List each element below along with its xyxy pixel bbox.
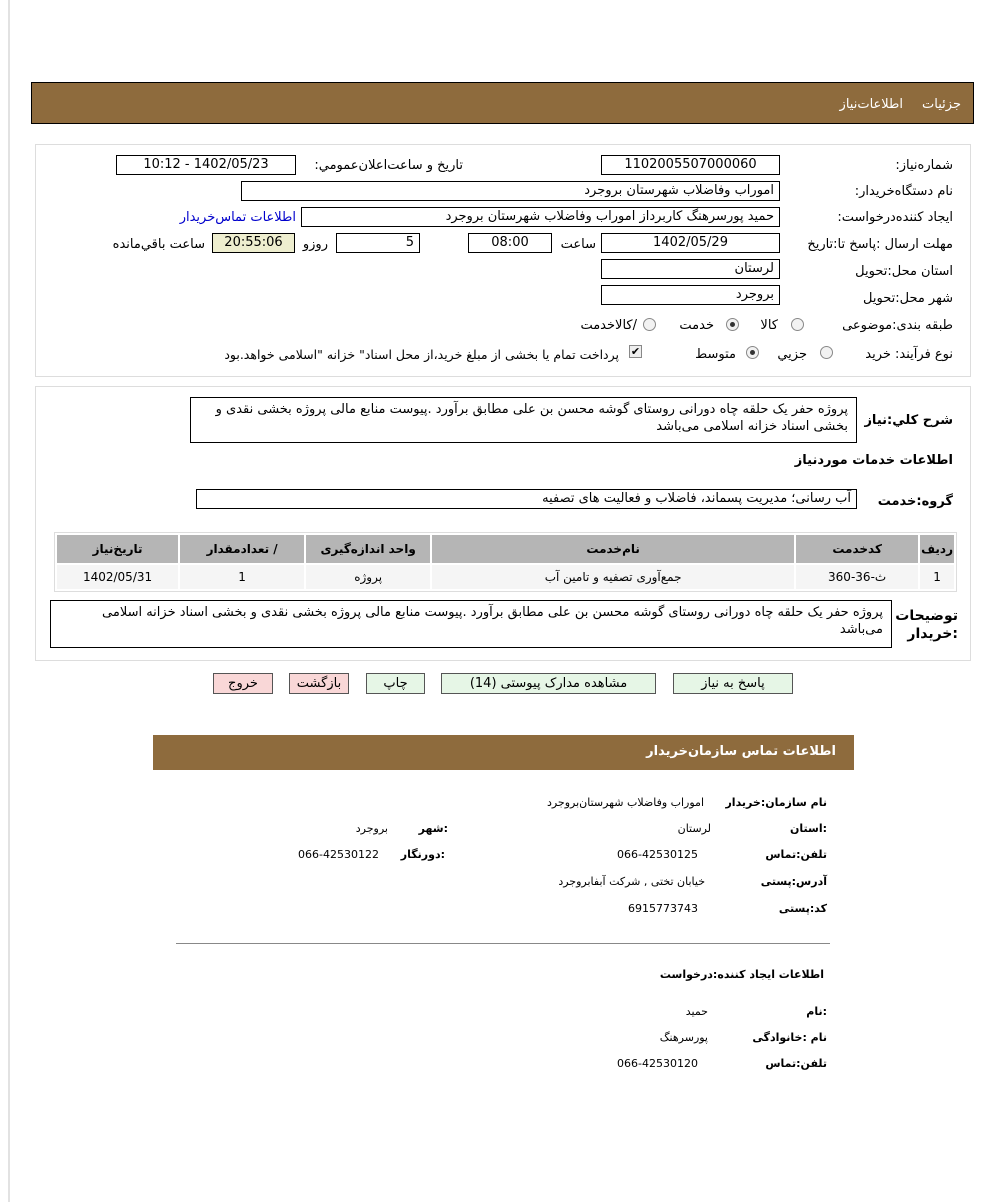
announce-date-label: تاریخ و ساعت‌اعلان‌عمومي: [314, 158, 463, 173]
category-service-radio[interactable] [726, 318, 739, 331]
org-name-label: نام سازمان:خريدار [725, 796, 827, 809]
deadline-time-field: 08:00 [468, 233, 552, 253]
cell-quantity: 1 [180, 565, 304, 589]
attachments-button[interactable]: مشاهده مدارک پيوستی (14) [441, 673, 656, 694]
cell-service-code: ث-36-360 [796, 565, 918, 589]
days-label: روزو [302, 237, 328, 252]
col-quantity: / تعدادمقدار [180, 535, 304, 563]
page-left-border [8, 0, 10, 1202]
buyer-org-field: اموراب وفاضلاب شهرستان بروجرد [241, 181, 780, 201]
buyer-contact-title: اطلاعات تماس سازمان‌خريدار [646, 744, 836, 759]
payment-note: پرداخت تمام يا بخشی از مبلغ خريد،از محل اسناد" خزانه "اسلامی خواهد.بود [224, 347, 619, 362]
general-description-box: پروژه حفر یک حلقه چاه دورانی روستای گوشه محسن بن علی مطابق برآورد .پیوست منابع مالی پروژه بخشی نقدی و بخشی اسناد خزانه اسلامی می‌باشد [190, 397, 857, 443]
back-button[interactable]: بازگشت [289, 673, 349, 694]
creator-field: حمید پورسرهنگ کاربرداز اموراب وفاضلاب شهرستان بروجرد [301, 207, 780, 227]
category-goods-radio[interactable] [791, 318, 804, 331]
col-row-number: رديف [920, 535, 954, 563]
general-description-label: شرح کلي:نياز [864, 413, 953, 428]
creator-family-label: نام :خانوادگی [752, 1031, 827, 1044]
print-button[interactable]: چاپ [366, 673, 425, 694]
contact-phone-label: تلفن:تماس [765, 848, 827, 861]
tab-details[interactable]: جزئیات [922, 97, 961, 112]
service-group-field: آب رسانی؛ مدیریت پسماند، فاضلاب و فعالیت های تصفیه [196, 489, 857, 509]
col-unit: واحد اندازه‌گيری [306, 535, 430, 563]
buyer-contact-link[interactable]: اطلاعات تماس‌خريدار [179, 210, 296, 225]
province-label: استان محل:تحويل [855, 264, 953, 279]
deadline-label: مهلت ارسال :پاسخ تا:تاريخ [807, 237, 953, 252]
creator-phone-label: تلفن:تماس [765, 1057, 827, 1070]
page-header [31, 82, 974, 124]
contact-city-label: :شهر [418, 822, 448, 835]
contact-fax-value: 066-42530122 [298, 848, 379, 861]
province-field: لرستان [601, 259, 780, 279]
process-partial-label: جزيي [777, 347, 807, 362]
payment-checkbox[interactable]: ✔ [630, 345, 641, 358]
contact-province-value: لرستان [677, 822, 711, 835]
buyer-notes-box: پروژه حفر یک حلقه چاه دورانی روستای گوشه محسن بن علی مطابق برآورد .پیوست منابع مالی پروژه بخشی نقدی و بخشی اسناد خزانه اسلامی می‌باشد [50, 600, 892, 648]
need-number-field: 1102005507000060 [601, 155, 780, 175]
contact-city-value: بروجرد [355, 822, 388, 835]
process-partial-radio[interactable] [820, 346, 833, 359]
days-field: 5 [336, 233, 420, 253]
cell-row-number: 1 [920, 565, 954, 589]
contact-fax-label: :دورنگار [400, 848, 445, 861]
services-table-wrapper [54, 532, 957, 592]
col-need-date: تاريخ‌نياز [57, 535, 178, 563]
creator-name-value: حمید [685, 1005, 708, 1018]
need-number-label: شماره‌نیاز: [895, 158, 953, 173]
creator-label: ايجاد کننده‌درخواست: [837, 210, 953, 225]
contact-address-label: آدرس:پستی [760, 875, 827, 888]
buyer-notes-label-1: توضيحات [895, 608, 958, 624]
services-table [55, 533, 956, 591]
need-info-panel [35, 144, 971, 377]
buyer-contact-header [153, 735, 854, 770]
creator-info-title: اطلاعات ايجاد کننده:درخواست [659, 968, 824, 981]
creator-phone-value: 066-42530120 [617, 1057, 698, 1070]
process-medium-label: متوسط [695, 347, 736, 362]
buyer-notes-label-2: :خريدار [907, 626, 958, 642]
category-label: طبقه بندی:موضوعی [842, 318, 953, 333]
cell-service-name: جمع‌آوری تصفیه و تامین آب [432, 565, 794, 589]
category-goods-label: کالا [760, 318, 778, 333]
remaining-time-field: 20:55:06 [212, 233, 295, 253]
deadline-time-label: ساعت [560, 237, 596, 252]
city-field: بروجرد [601, 285, 780, 305]
services-section-title: اطلاعات خدمات موردنياز [794, 453, 953, 468]
table-row [57, 565, 954, 589]
contact-postal-value: 6915773743 [628, 902, 698, 915]
cell-need-date: 1402/05/31 [57, 565, 178, 589]
contact-province-label: :استان [790, 822, 827, 835]
col-service-name: نام‌خدمت [432, 535, 794, 563]
contact-address-value: خیابان تختی , شرکت آبفابروجرد [558, 875, 705, 888]
process-type-label: نوع فرآيند: خريد [865, 347, 953, 362]
process-medium-radio[interactable] [746, 346, 759, 359]
category-service-label: خدمت [679, 318, 714, 333]
deadline-date-field: 1402/05/29 [601, 233, 780, 253]
service-group-label: گروه:خدمت [877, 494, 953, 509]
tab-need-info[interactable]: اطلاعات‌نیاز [839, 97, 903, 112]
creator-family-value: پورسرهنگ [659, 1031, 708, 1044]
category-goods-service-label: /کالاخدمت [580, 318, 637, 333]
section-divider [176, 943, 830, 944]
announce-date-field: 1402/05/23 - 10:12 [116, 155, 296, 175]
cell-unit: پروژه [306, 565, 430, 589]
org-name-value: اموراب وفاضلاب شهرستان‌بروجرد [546, 796, 704, 809]
exit-button[interactable]: خروج [213, 673, 273, 694]
buyer-org-label: نام دستگاه‌خريدار: [854, 184, 953, 199]
col-service-code: کدخدمت [796, 535, 918, 563]
city-label: شهر محل:تحويل [863, 291, 953, 306]
category-goods-service-radio[interactable] [643, 318, 656, 331]
contact-postal-label: کد:پستی [778, 902, 827, 915]
creator-name-label: :نام [806, 1005, 827, 1018]
reply-button[interactable]: پاسخ به نياز [673, 673, 793, 694]
services-table-header-row [57, 535, 954, 563]
remaining-time-label: ساعت باقي‌مانده [112, 237, 205, 252]
contact-phone-value: 066-42530125 [617, 848, 698, 861]
